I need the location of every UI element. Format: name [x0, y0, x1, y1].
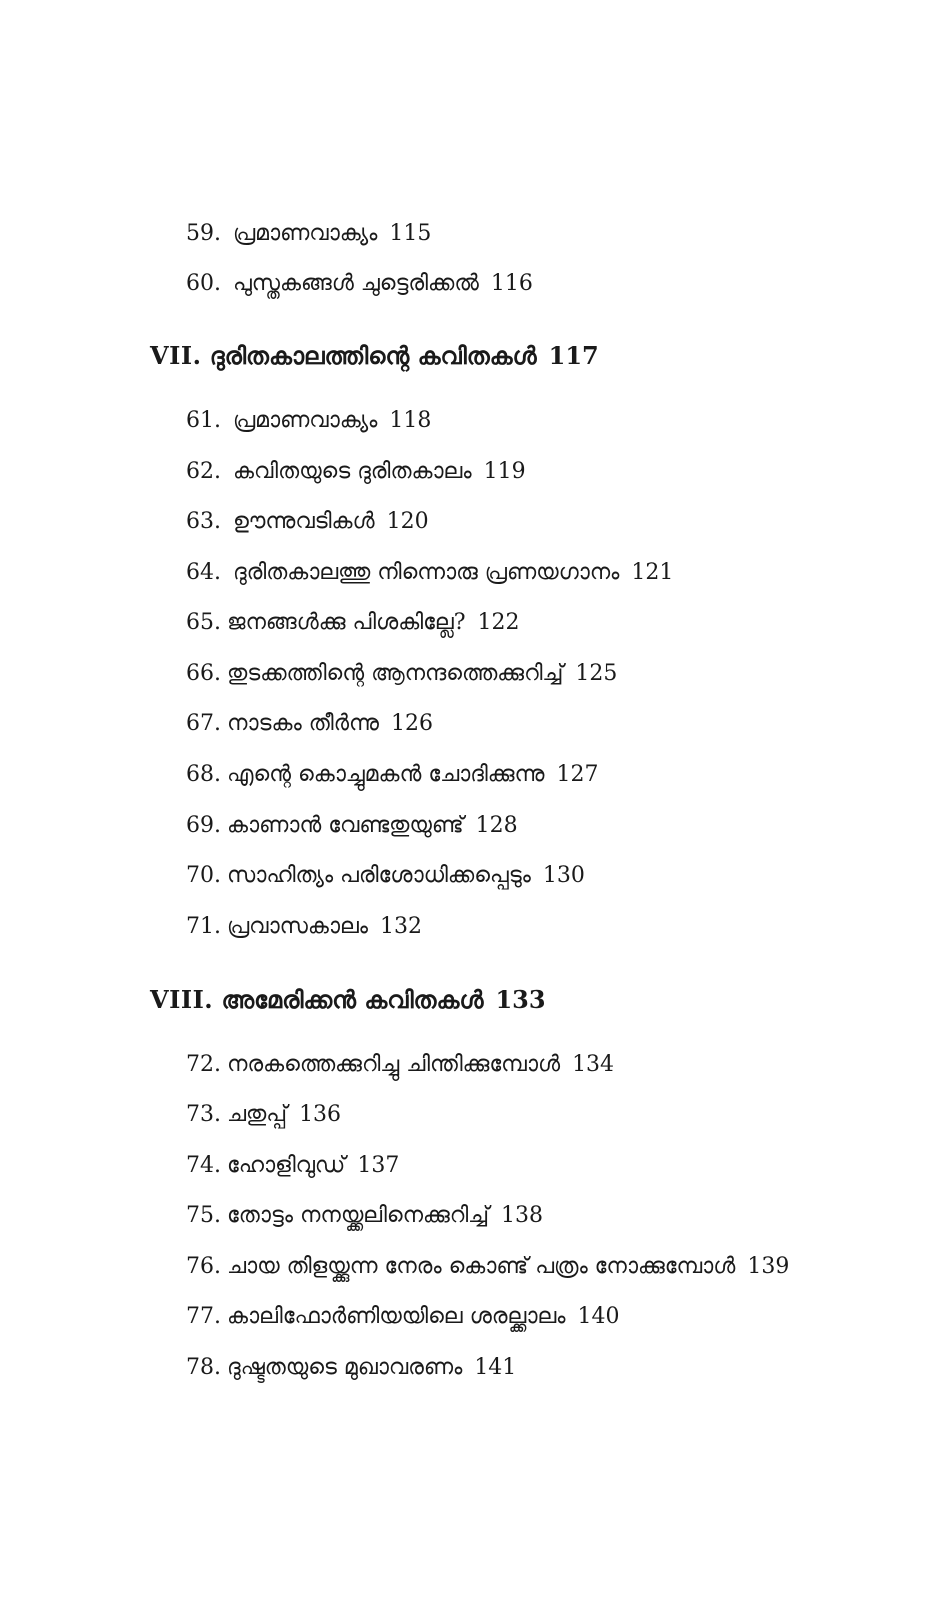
entry-page: 137	[357, 1153, 400, 1178]
entry-title: ദുഷ്ടതയുടെ മുഖാവരണം	[227, 1355, 463, 1380]
entry-number: 73.	[186, 1102, 221, 1127]
entry-page: 141	[474, 1355, 517, 1380]
section-heading-viii	[150, 984, 546, 1016]
entry-page: 119	[483, 459, 526, 484]
entry-title: നാടകം തീർന്നു	[227, 711, 379, 736]
entry-title: കാണാൻ വേണ്ടതുയുണ്ട്	[227, 813, 464, 838]
toc-entry-68	[186, 760, 599, 790]
toc-entry-70	[186, 861, 585, 891]
entry-title: കാലിഫോർണിയയിലെ ശരല്ക്കാലം	[227, 1304, 566, 1329]
section-page: 133	[495, 985, 546, 1014]
entry-number: 74.	[186, 1153, 221, 1178]
toc-entry-69	[186, 811, 518, 841]
entry-number: 75.	[186, 1203, 221, 1228]
entry-title: തുടക്കത്തിന്റെ ആനന്ദത്തെക്കുറിച്ച്	[227, 661, 564, 686]
entry-page: 125	[575, 661, 618, 686]
entry-title: ദുരിതകാലത്തു നിന്നൊരു പ്രണയഗാനം	[233, 560, 620, 585]
entry-title: തോട്ടം നനയ്ക്കലിനെക്കുറിച്ച്	[227, 1203, 490, 1228]
entry-page: 139	[747, 1254, 790, 1279]
entry-page: 116	[490, 271, 533, 296]
entry-page: 130	[542, 863, 585, 888]
entry-title: ജനങ്ങൾക്കു പിശകില്ലേ?	[227, 610, 466, 635]
entry-title: ചതുപ്പ്	[227, 1102, 288, 1127]
entry-title: ചായ തിളയ്ക്കുന്ന നേരം കൊണ്ട് പത്രം നോക്കുമ്പോൾ	[227, 1254, 736, 1279]
toc-entry-77	[186, 1302, 620, 1332]
toc-entry-62	[186, 457, 526, 487]
entry-number: 60.	[186, 271, 221, 296]
entry-page: 127	[556, 762, 599, 787]
entry-number: 68.	[186, 762, 221, 787]
entry-number: 71.	[186, 914, 221, 939]
toc-entry-74	[186, 1151, 399, 1181]
toc-entry-59	[186, 219, 431, 249]
entry-title: പ്രവാസകാലം	[227, 914, 368, 939]
entry-title: പ്രമാണവാക്യം	[233, 221, 378, 246]
entry-title: സാഹിത്യം പരിശോധിക്കപ്പെടും	[227, 863, 531, 888]
entry-number: 59.	[186, 221, 221, 246]
toc-entry-71	[186, 912, 422, 942]
toc-entry-66	[186, 659, 617, 689]
entry-page: 115	[389, 221, 432, 246]
entry-number: 78.	[186, 1355, 221, 1380]
toc-entry-61	[186, 406, 431, 436]
entry-number: 64.	[186, 560, 221, 585]
entry-title: കവിതയുടെ ദുരിതകാലം	[233, 459, 472, 484]
toc-entry-60	[186, 269, 533, 299]
section-heading-vii	[150, 340, 599, 372]
entry-page: 118	[389, 408, 432, 433]
entry-page: 138	[501, 1203, 544, 1228]
entry-title: നരകത്തെക്കുറിച്ചു ചിന്തിക്കുമ്പോൾ	[227, 1052, 561, 1077]
toc-entry-76	[186, 1252, 789, 1282]
entry-page: 120	[386, 509, 429, 534]
entry-title: ഊന്നുവടികൾ	[233, 509, 375, 534]
entry-number: 70.	[186, 863, 221, 888]
entry-number: 66.	[186, 661, 221, 686]
entry-page: 126	[390, 711, 433, 736]
entry-page: 122	[477, 610, 520, 635]
entry-title: പ്രമാണവാക്യം	[233, 408, 378, 433]
section-page: 117	[548, 341, 599, 370]
toc-entry-65	[186, 608, 520, 638]
entry-title: പുസ്തകങ്ങൾ ചുട്ടെരിക്കൽ	[233, 271, 479, 296]
entry-page: 134	[572, 1052, 615, 1077]
toc-entry-73	[186, 1100, 341, 1130]
entry-number: 69.	[186, 813, 221, 838]
entry-number: 63.	[186, 509, 221, 534]
entry-title: എന്റെ കൊച്ചുമകൻ ചോദിക്കുന്നു	[227, 762, 545, 787]
entry-page: 121	[631, 560, 674, 585]
section-title: ദുരിതകാലത്തിന്റെ കവിതകൾ	[209, 341, 537, 370]
toc-entry-78	[186, 1353, 516, 1383]
entry-number: 65.	[186, 610, 221, 635]
entry-number: 77.	[186, 1304, 221, 1329]
section-title: അമേരിക്കൻ കവിതകൾ	[221, 985, 484, 1014]
section-roman: VIII.	[150, 985, 214, 1014]
toc-entry-64	[186, 558, 673, 588]
entry-number: 61.	[186, 408, 221, 433]
entry-number: 62.	[186, 459, 221, 484]
entry-page: 128	[475, 813, 518, 838]
entry-page: 140	[577, 1304, 620, 1329]
entry-title: ഹോളിവുഡ്	[227, 1153, 346, 1178]
toc-entry-72	[186, 1050, 614, 1080]
entry-page: 132	[379, 914, 422, 939]
entry-number: 67.	[186, 711, 221, 736]
toc-entry-67	[186, 709, 433, 739]
toc-entry-75	[186, 1201, 543, 1231]
entry-number: 76.	[186, 1254, 221, 1279]
entry-number: 72.	[186, 1052, 221, 1077]
section-roman: VII.	[150, 341, 202, 370]
entry-page: 136	[299, 1102, 342, 1127]
toc-entry-63	[186, 507, 429, 537]
